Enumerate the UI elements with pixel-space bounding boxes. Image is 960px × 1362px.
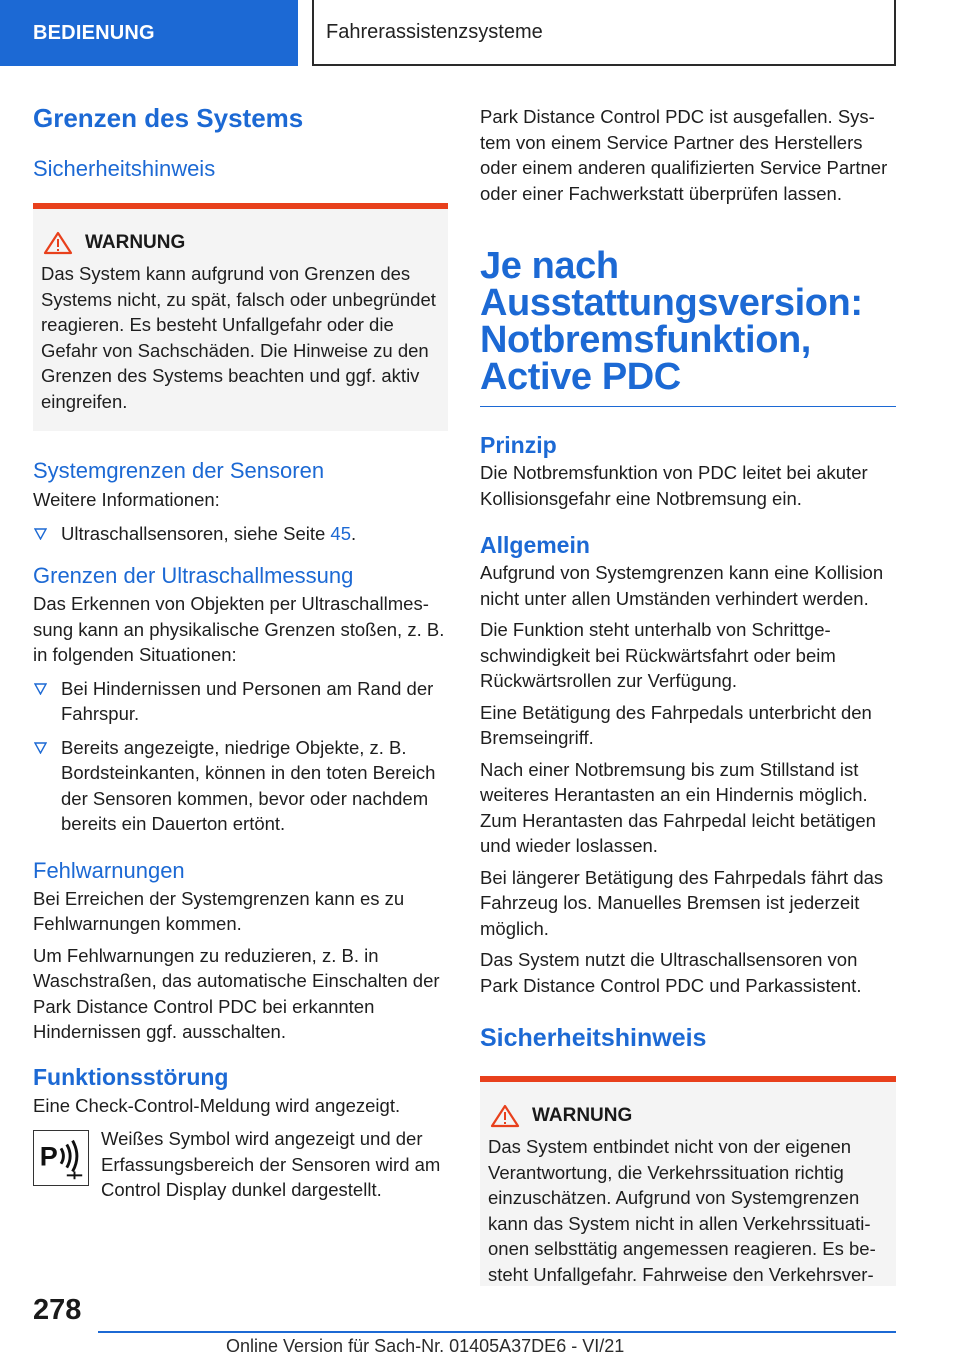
warning-triangle-icon	[43, 231, 73, 255]
svg-text:P: P	[39, 1141, 58, 1172]
warning-text-1: Das System kann aufgrund von Grenzen des Systems nicht, zu spät, falsch oder unbegründet reagieren. Es besteht Unfallgefahr oder die Gefahr von Sachschäden. Die Hinweise zu den Grenzen des Systems beachten und ggf. aktiv eingreifen.	[41, 263, 436, 412]
ultrasonic-list	[33, 676, 448, 837]
page-number: 278	[33, 1294, 82, 1326]
left-column	[33, 96, 448, 1203]
triangle-bullet-icon	[34, 742, 47, 754]
safety-heading-right: Sicherheitshinweis	[480, 1024, 707, 1052]
page-header	[0, 0, 960, 66]
principle-text: Die Notbremsfunktion von PDC leitet bei akuter Kollisionsgefahr eine Notbremsung ein.	[480, 462, 868, 509]
ultrasonic-heading: Grenzen der Ultraschallmessung	[33, 563, 354, 588]
malfunction-icon-text: Weißes Symbol wird angezeigt und der Erfassungsbereich der Sensoren wird am Control Display dunkel dargestellt.	[101, 1128, 441, 1200]
safety-heading-left: Sicherheitshinweis	[33, 156, 216, 181]
section-tab: BEDIENUNG	[0, 0, 298, 66]
list-item: Bei Hindernissen und Personen am Rand der Fahrspur.	[33, 676, 448, 727]
warning-header-2	[488, 1104, 888, 1128]
general-p1: Aufgrund von Systemgrenzen kann eine Kollision nicht unter allen Umständen verhindert werden.	[480, 562, 884, 609]
section-title-limits: Grenzen des Systems	[33, 103, 304, 133]
footer-version: Online Version für Sach-Nr. 01405A37DE6 - VI/21	[226, 1336, 625, 1356]
title-line-2: Ausstattungsversion:	[480, 282, 863, 324]
warning-text-2: Das System entbindet nicht von der eigenen Verantwortung, die Verkehrssituation richtig einzuschätzen. Aufgrund von Systemgrenzen kann das System nicht in allen Verkehrssituationen selbsttätig angemessen reagieren. Es besteht Unfallgefahr. Fahrweise den Verkehrsver-	[488, 1136, 876, 1285]
warning-box-1	[33, 203, 448, 431]
triangle-bullet-icon	[34, 683, 47, 695]
false-warnings-p1: Bei Erreichen der Systemgrenzen kann es zu Fehlwarnungen kommen.	[33, 887, 405, 934]
principle-heading: Prinzip	[480, 432, 557, 458]
warning-box-2	[480, 1076, 896, 1286]
false-warnings-heading: Fehlwarnungen	[33, 857, 185, 883]
ultrasonic-text: Das Erkennen von Objekten per Ultraschallmessung kann an physikalische Grenzen stoßen, z. B. in folgenden Situationen:	[33, 593, 445, 665]
warning-header-1	[41, 231, 440, 255]
general-p2: Die Funktion steht unterhalb von Schrittgeschwindigkeit bei Rückwärtsfahrt oder beim Rückwärtsrollen zur Verfügung.	[480, 619, 836, 691]
general-p6: Das System nutzt die Ultraschallsensoren von Park Distance Control PDC und Parkassistent.	[480, 949, 862, 996]
sensor-limits-heading: Systemgrenzen der Sensoren	[33, 458, 325, 483]
warning-triangle-icon	[490, 1104, 520, 1128]
triangle-bullet-icon	[34, 528, 47, 540]
list-item: Ultraschallsensoren, siehe Seite 45.	[33, 521, 448, 547]
sensor-list	[33, 521, 448, 547]
chapter-title: Fahrerassistenzsysteme	[312, 0, 896, 66]
list-item: Bereits angezeigte, niedrige Objekte, z. B. Bordsteinkanten, können in den toten Bereich der Sensoren kommen, bevor oder nachdem bereits ein Dauerton ertönt.	[33, 735, 448, 837]
title-line-3: Notbremsfunktion,	[480, 319, 811, 361]
page-link-45[interactable]: 45	[330, 522, 351, 544]
warning-label-1: WARNUNG	[85, 232, 186, 253]
footer-rule	[98, 1331, 896, 1333]
warning-label-2: WARNUNG	[532, 1105, 633, 1126]
pdc-fault-icon	[33, 1130, 89, 1186]
general-p4: Nach einer Notbremsung bis zum Stillstand ist weiteres Herantasten an ein Hindernis möglich. Zum Herantasten das Fahrpedal leicht betätigen und wieder loslassen.	[480, 758, 876, 856]
title-line-4: Active PDC	[480, 356, 681, 398]
false-warnings-p2: Um Fehlwarnungen zu reduzieren, z. B. in Waschstraßen, das automatische Einschalten der Park Distance Control PDC bei erkannten Hindernissen ggf. ausschalten.	[33, 944, 440, 1042]
main-title	[480, 245, 896, 398]
general-p3: Eine Betätigung des Fahrpedals unterbricht den Bremseingriff.	[480, 701, 872, 748]
right-intro: Park Distance Control PDC ist ausgefallen. System von einem Service Partner des Herstellers oder einem anderen qualifizierten Service Partner oder einer Fachwerkstatt überprüfen lassen.	[480, 106, 888, 204]
general-heading: Allgemein	[480, 532, 590, 558]
malfunction-icon-row	[33, 1126, 448, 1203]
general-p5: Bei längerer Betätigung des Fahrpedals fährt das Fahrzeug los. Manuelles Bremsen ist jederzeit möglich.	[480, 866, 884, 939]
title-rule	[480, 406, 896, 407]
right-column	[480, 96, 896, 1286]
malfunction-heading: Funktionsstörung	[33, 1063, 229, 1090]
further-info: Weitere Informationen:	[33, 489, 220, 510]
title-line-1: Je nach	[480, 245, 619, 287]
malfunction-p1: Eine Check-Control-Meldung wird angezeigt.	[33, 1094, 401, 1116]
